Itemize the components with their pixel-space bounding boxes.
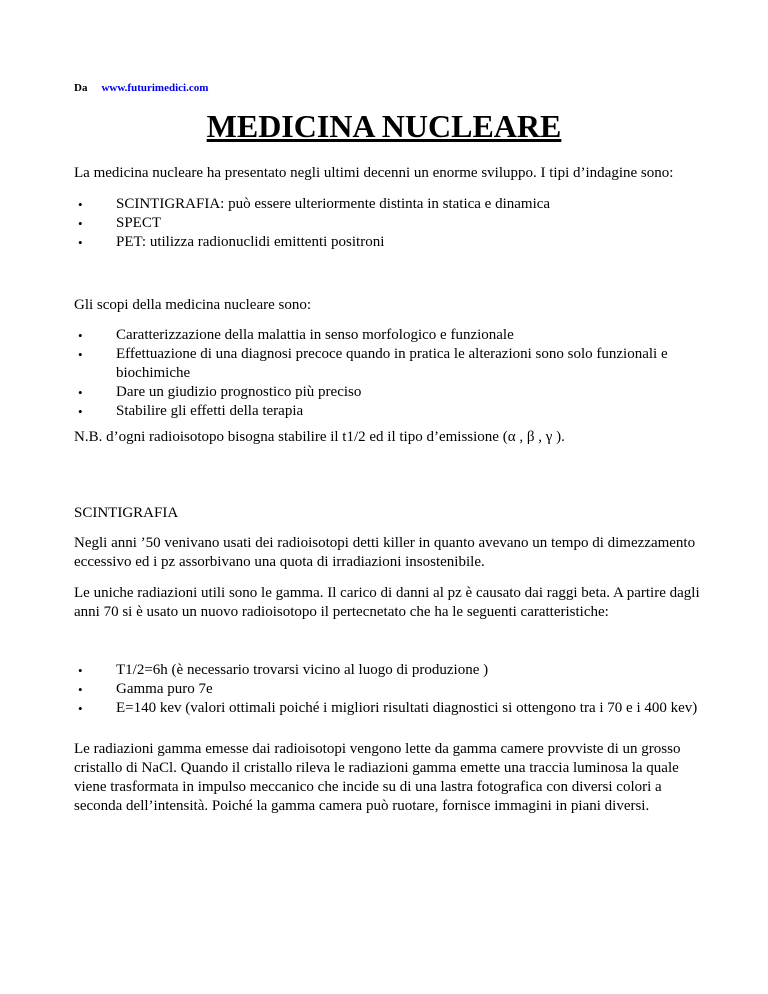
source-link[interactable]: www.futurimedici.com <box>101 82 209 94</box>
intro-paragraph: La medicina nucleare ha presentato negli ultimi decenni un enorme sviluppo. I tipi d’indagine sono: <box>74 165 674 181</box>
paragraph-gamma-camera: Le radiazioni gamma emesse dai radioisotopi vengono lette da gamma camere provviste di un grosso cristallo di NaCl. Quando il cristallo rileva le radiazioni gamma emette una traccia luminosa la quale viene trasformata in impulso meccanico che incide su di una lastra fotografica con diversi colori a seconda dell’intensità. Poiché la gamma camera può ruotare, fornisce immagini in piani diversi. <box>74 741 681 814</box>
page-title: MEDICINA NUCLEARE <box>206 108 562 144</box>
bullet-icon: • <box>78 682 83 697</box>
bullet-icon: • <box>78 347 83 362</box>
exam-types-list <box>74 195 704 252</box>
bullet-icon: • <box>78 663 83 678</box>
bullet-icon: • <box>78 328 83 343</box>
list-item: • SCINTIGRAFIA: può essere ulteriormente distinta in statica e dinamica <box>78 196 551 212</box>
list-item: • Gamma puro 7e <box>78 681 213 697</box>
bullet-icon: • <box>78 404 83 419</box>
list-item: • Effettuazione di una diagnosi precoce quando in pratica le alterazioni sono solo funzionali e biochimiche <box>78 346 668 381</box>
bullet-icon: • <box>78 701 83 716</box>
features-list <box>74 661 704 718</box>
list-item: • T1/2=6h (è necessario trovarsi vicino al luogo di produzione ) <box>78 662 489 678</box>
bullet-icon: • <box>78 235 83 250</box>
list-item: • Dare un giudizio prognostico più preciso <box>78 384 362 400</box>
list-item: • E=140 kev (valori ottimali poiché i migliori risultati diagnostici si ottengono tra i 70 e i 400 kev) <box>78 700 698 716</box>
source-header <box>74 82 208 94</box>
bullet-icon: • <box>78 385 83 400</box>
bullet-icon: • <box>78 216 83 231</box>
list-item: • PET: utilizza radionuclidi emittenti positroni <box>78 234 385 250</box>
bullet-icon: • <box>78 197 83 212</box>
aims-intro: Gli scopi della medicina nucleare sono: <box>74 297 312 313</box>
list-item: • Caratterizzazione della malattia in senso morfologico e funzionale <box>78 327 514 343</box>
aims-list <box>74 326 704 421</box>
nb-paragraph: N.B. d’ogni radioisotopo bisogna stabilire il t1/2 ed il tipo d’emissione (α , β , γ ). <box>74 429 565 445</box>
paragraph-history: Negli anni ’50 venivano usati dei radioisotopi detti killer in quanto avevano un tempo di dimezzamento eccessivo ed i pz assorbivano una quota di irradiazioni insostenibile. <box>74 535 696 570</box>
source-prefix: Da <box>74 82 88 94</box>
list-item: • SPECT <box>78 215 162 231</box>
list-item: • Stabilire gli effetti della terapia <box>78 403 304 419</box>
section-heading: SCINTIGRAFIA <box>74 505 179 521</box>
paragraph-radiations: Le uniche radiazioni utili sono le gamma. Il carico di danni al pz è causato dai raggi beta. A partire dagli anni 70 si è usato un nuovo radioisotopo il pertecnetato che ha le seguenti caratteristiche: <box>74 585 700 620</box>
